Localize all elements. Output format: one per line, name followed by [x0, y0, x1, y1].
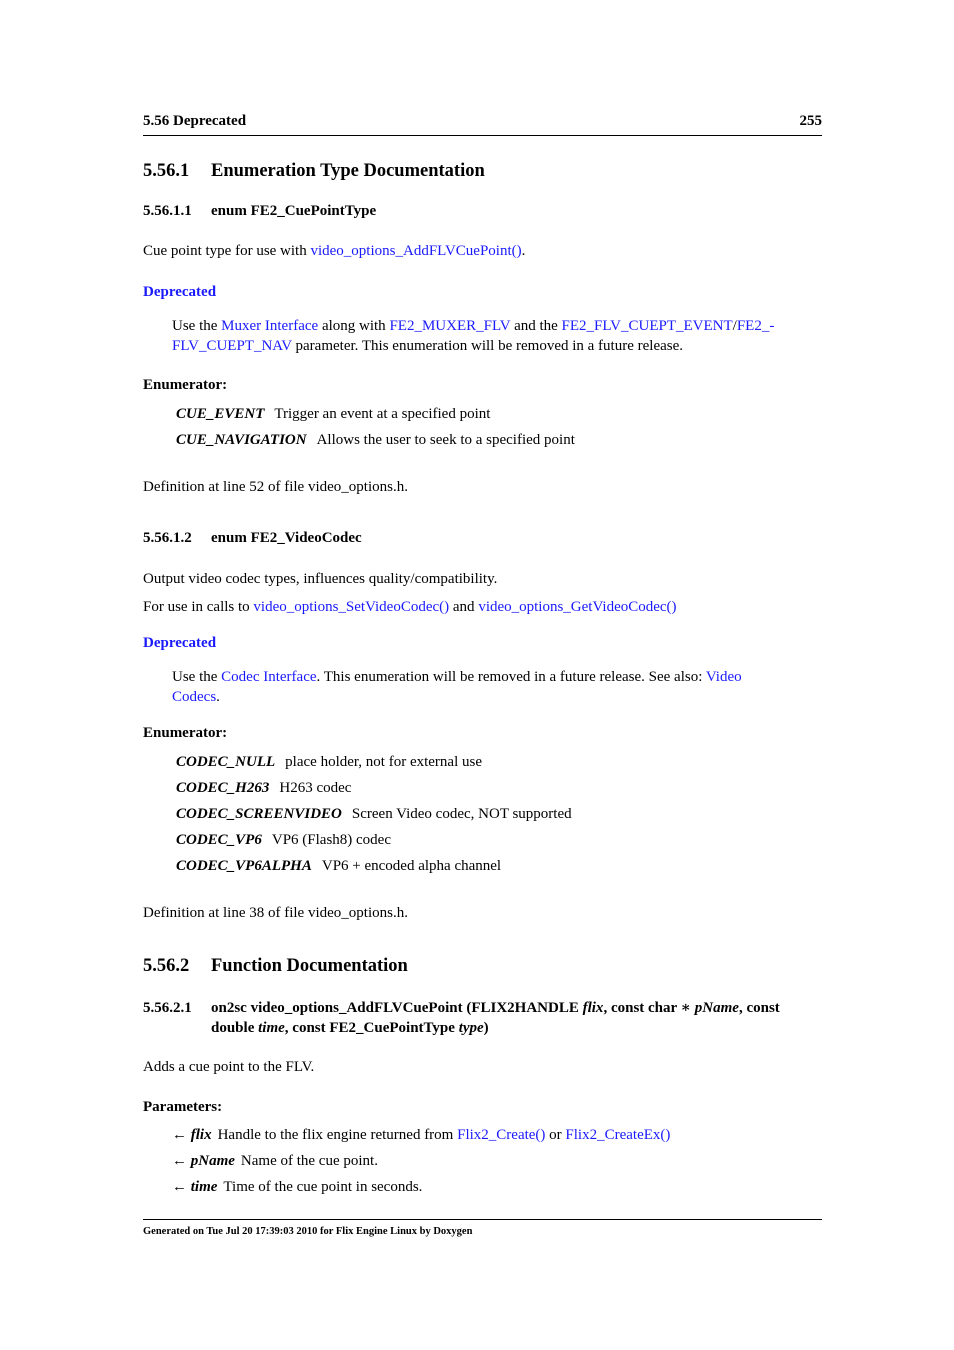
header-section: 5.56 Deprecated	[143, 113, 247, 129]
parameters-label: Parameters:	[143, 1099, 223, 1115]
param-desc: Time of the cue point in seconds.	[223, 1179, 423, 1195]
link-fe2-flv-cuept-nav-part2[interactable]: FLV_CUEPT_NAV	[172, 338, 292, 354]
link-addflvcuepoint[interactable]: video_options_AddFLVCuePoint()	[310, 243, 522, 259]
enum-desc: Allows the user to seek to a specified point	[316, 432, 575, 448]
text: or	[545, 1127, 566, 1143]
text: and	[449, 599, 479, 615]
definition-line-2: Definition at line 38 of file video_options.h.	[143, 905, 408, 921]
link-video-codecs-part1[interactable]: Video	[705, 669, 742, 685]
param-type: type	[458, 1020, 484, 1036]
text: . This enumeration will be removed in a future release. See also:	[316, 669, 706, 685]
param-desc: Name of the cue point.	[240, 1153, 378, 1169]
enum-name: CODEC_H263	[176, 780, 270, 796]
enum-desc: VP6 (Flash8) codec	[271, 832, 392, 848]
param-desc: Handle to the flix engine returned from	[217, 1127, 458, 1143]
deprecated-note-1	[172, 316, 822, 356]
text: on2sc video_options_AddFLVCuePoint (FLIX2HANDLE	[211, 1000, 583, 1016]
link-flix2-createex[interactable]: Flix2_CreateEx()	[565, 1127, 671, 1143]
link-fe2-flv-cuept-event[interactable]: FE2_FLV_CUEPT_EVENT	[561, 318, 733, 334]
enum-name: CUE_EVENT	[176, 406, 265, 422]
enum-desc: place holder, not for external use	[285, 754, 482, 770]
definition-line-1: Definition at line 52 of file video_options.h.	[143, 479, 408, 495]
enumerator-label-1: Enumerator:	[143, 377, 228, 393]
section-title: Enumeration Type Documentation	[211, 161, 485, 181]
param-item	[172, 1153, 822, 1170]
link-muxer-interface[interactable]: Muxer Interface	[221, 318, 319, 334]
param-name: flix	[190, 1127, 212, 1143]
enum-item	[176, 432, 822, 449]
subsection-number: 5.56.2.1	[143, 1000, 192, 1016]
enum-desc: H263 codec	[279, 780, 352, 796]
text: Use the	[172, 318, 222, 334]
subsection-number: 5.56.1.2	[143, 530, 192, 546]
text: double	[211, 1020, 259, 1036]
function-description: Adds a cue point to the FLV.	[143, 1059, 315, 1075]
cuepointtype-description	[143, 241, 822, 261]
link-fe2-muxer-flv[interactable]: FE2_MUXER_FLV	[389, 318, 511, 334]
enum-name: CODEC_VP6	[176, 832, 262, 848]
enum-name: CODEC_SCREENVIDEO	[176, 806, 342, 822]
text: and the	[510, 318, 562, 334]
section-heading-enum-doc	[143, 161, 822, 182]
function-heading-addflvcuepoint	[143, 998, 822, 1038]
enum-desc: Trigger an event at a specified point	[274, 406, 491, 422]
text: For use in calls to	[143, 599, 254, 615]
text: parameter. This enumeration will be removed in a future release.	[291, 338, 684, 354]
enum-item	[176, 806, 822, 823]
subsection-heading-cuepointtype	[143, 203, 822, 220]
page-footer: Generated on Tue Jul 20 17:39:03 2010 for Flix Engine Linux by Doxygen	[143, 1219, 822, 1237]
enum-item	[176, 858, 822, 875]
subsection-title: enum FE2_CuePointType	[211, 203, 377, 219]
link-fe2-flv-cuept-nav-part1[interactable]: FE2_-	[736, 318, 775, 334]
enum-item	[176, 832, 822, 849]
param-item	[172, 1127, 822, 1144]
enum-name: CUE_NAVIGATION	[176, 432, 307, 448]
text: , const FE2_CuePointType	[284, 1020, 459, 1036]
deprecated-link-1[interactable]: Deprecated	[143, 284, 217, 300]
enum-item	[176, 406, 822, 423]
link-codec-interface[interactable]: Codec Interface	[221, 669, 317, 685]
arrow-left-icon: ←	[172, 1127, 187, 1143]
enum-desc: Screen Video codec, NOT supported	[351, 806, 572, 822]
text: along with	[318, 318, 390, 334]
link-setvideocodec[interactable]: video_options_SetVideoCodec()	[253, 599, 450, 615]
param-name: pName	[190, 1153, 235, 1169]
enum-name: CODEC_VP6ALPHA	[176, 858, 312, 874]
enum-desc: VP6 + encoded alpha channel	[321, 858, 502, 874]
text: , const char ∗	[603, 1000, 695, 1016]
text: Cue point type for use with	[143, 243, 311, 259]
page-number: 255	[799, 113, 822, 129]
section-number: 5.56.2	[143, 956, 190, 976]
text: .	[216, 689, 220, 705]
subsection-title: enum FE2_VideoCodec	[211, 530, 362, 546]
deprecated-link-2[interactable]: Deprecated	[143, 635, 217, 651]
text: /	[732, 318, 737, 334]
param-item	[172, 1179, 822, 1196]
enum-item	[176, 754, 822, 771]
videocodec-description-2	[143, 597, 822, 617]
section-heading-function-doc	[143, 956, 822, 977]
text: Use the	[172, 669, 222, 685]
link-getvideocodec[interactable]: video_options_GetVideoCodec()	[478, 599, 677, 615]
deprecated-note-2	[172, 667, 822, 707]
running-header	[143, 113, 822, 136]
link-flix2-create[interactable]: Flix2_Create()	[457, 1127, 546, 1143]
section-number: 5.56.1	[143, 161, 190, 181]
videocodec-description-1: Output video codec types, influences quality/compatibility.	[143, 571, 498, 587]
param-time: time	[258, 1020, 285, 1036]
arrow-left-icon: ←	[172, 1179, 187, 1195]
param-flix: flix	[582, 1000, 604, 1016]
enum-name: CODEC_NULL	[176, 754, 276, 770]
arrow-left-icon: ←	[172, 1153, 187, 1169]
enumerator-label-2: Enumerator:	[143, 725, 228, 741]
subsection-heading-videocodec	[143, 530, 822, 547]
subsection-number: 5.56.1.1	[143, 203, 192, 219]
text: )	[483, 1020, 489, 1036]
text: .	[521, 243, 526, 259]
param-pname: pName	[694, 1000, 739, 1016]
link-video-codecs-part2[interactable]: Codecs	[172, 689, 217, 705]
text: , const	[738, 1000, 780, 1016]
section-title: Function Documentation	[211, 956, 408, 976]
enum-item	[176, 780, 822, 797]
param-name: time	[190, 1179, 218, 1195]
